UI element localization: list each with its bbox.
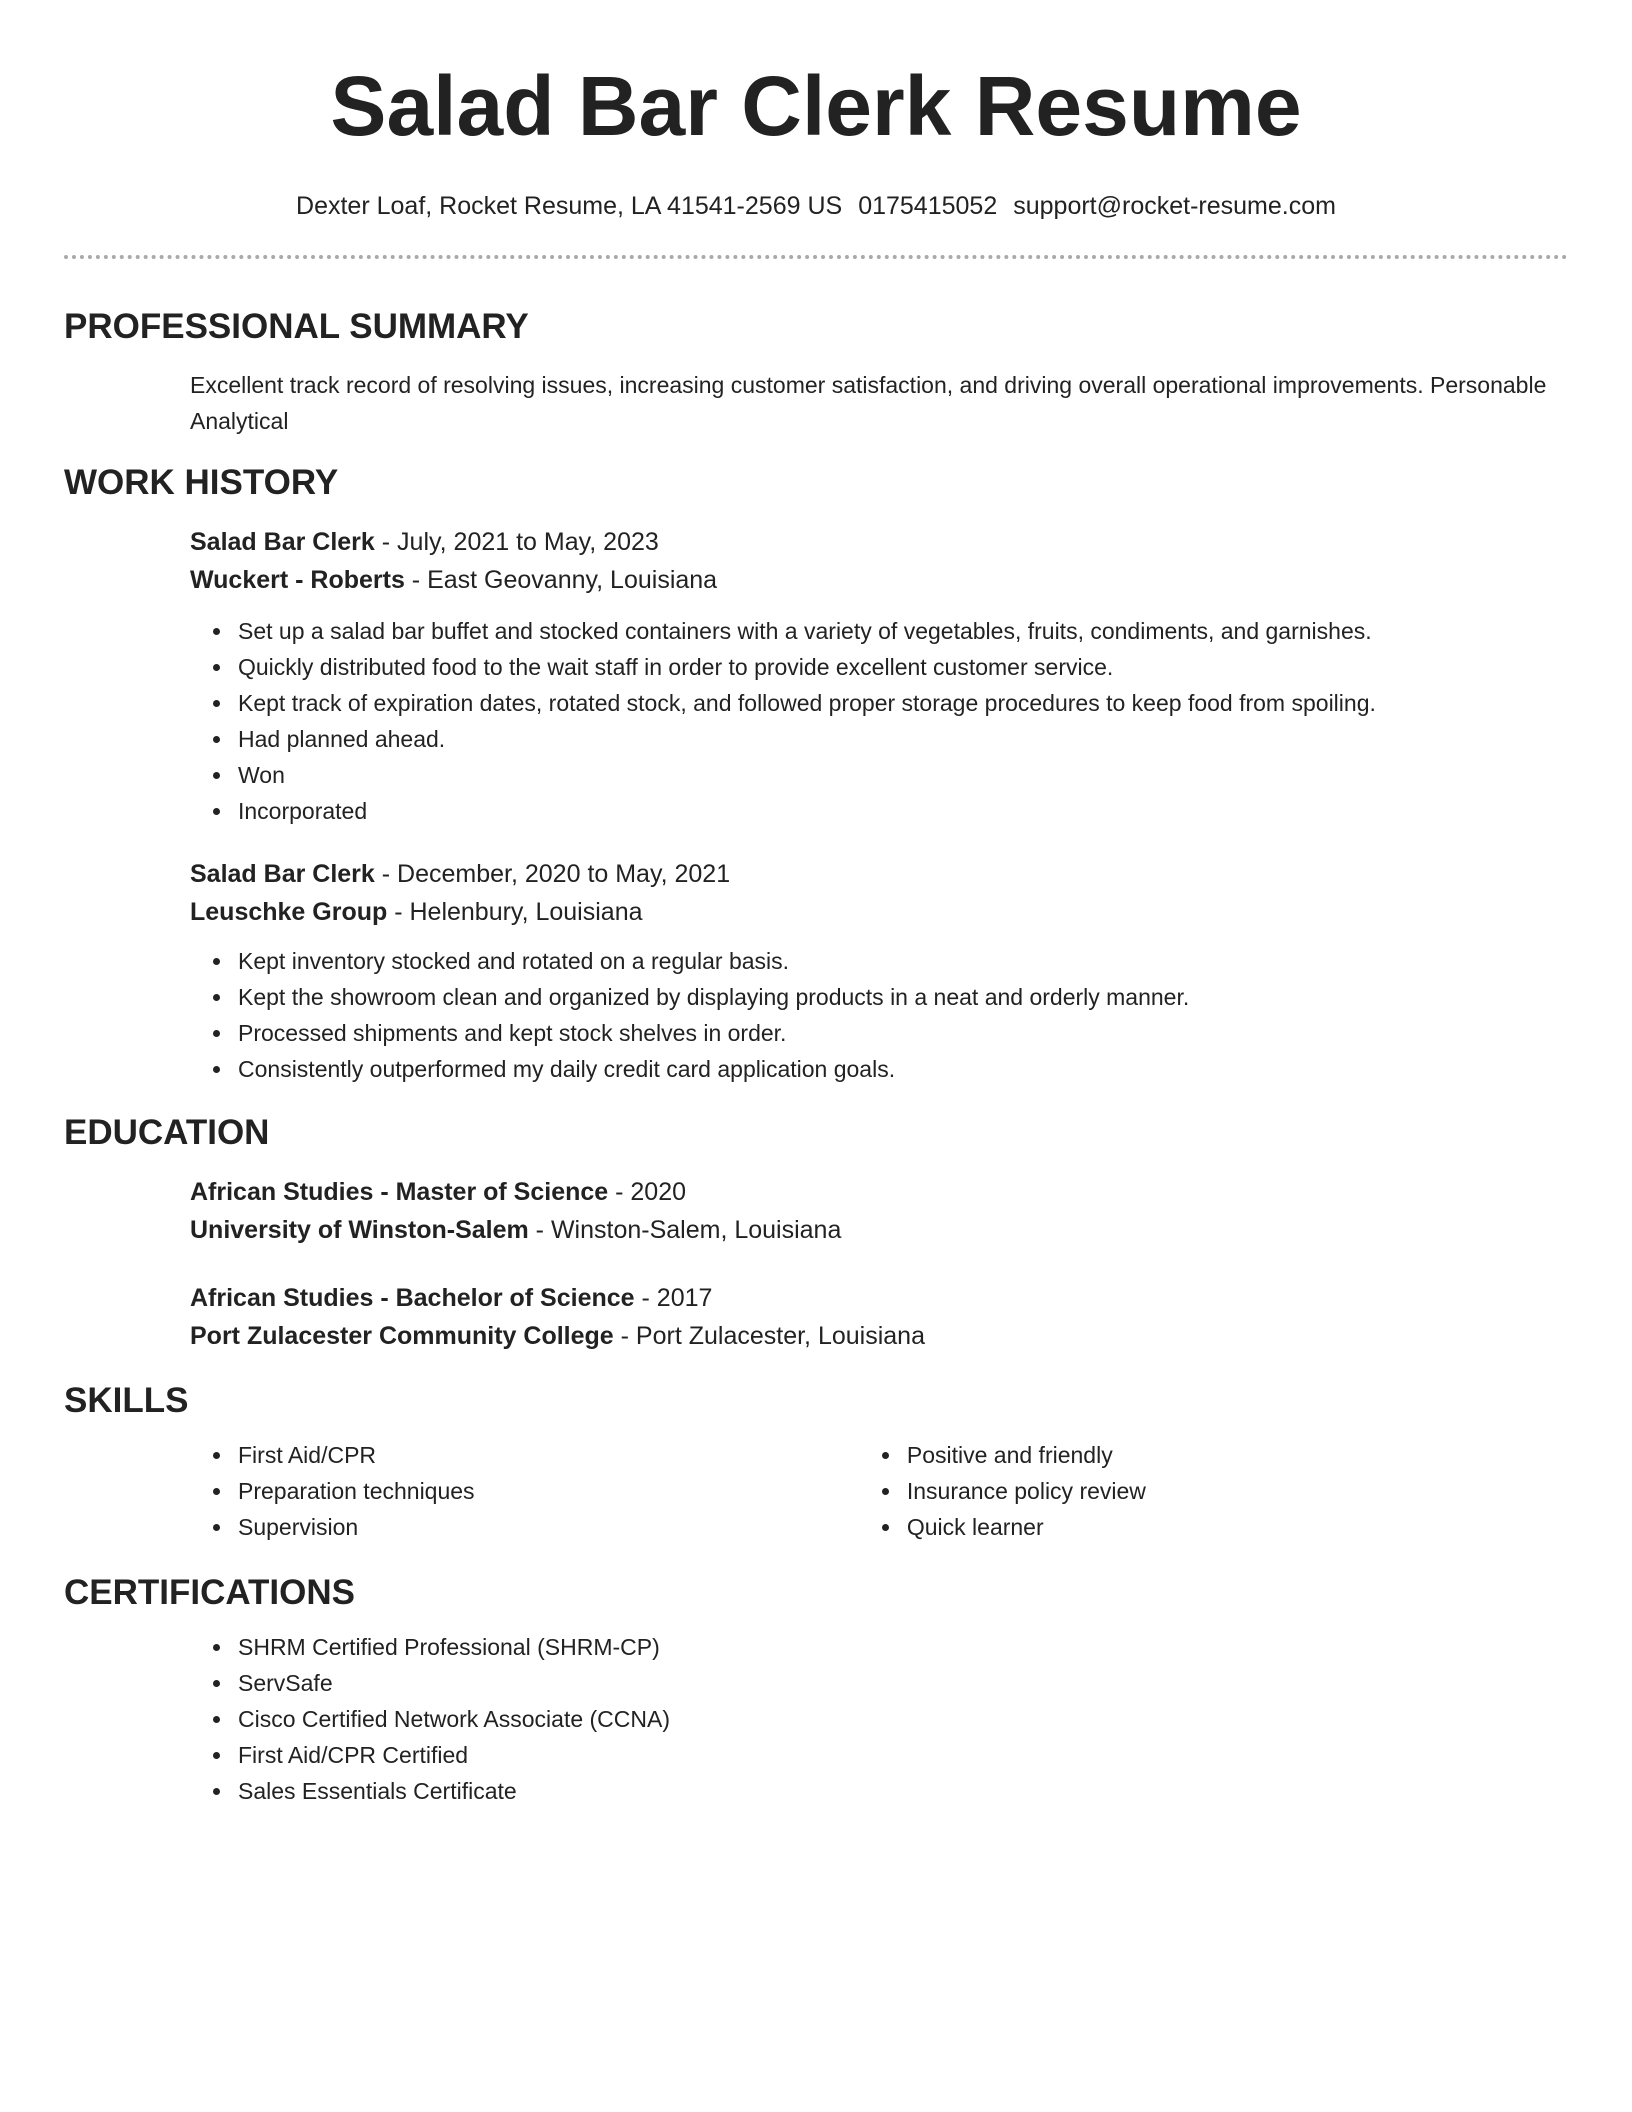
skills-column-1: [64, 1437, 733, 1545]
education-year: - 2020: [608, 1178, 687, 1206]
job-title: Salad Bar Clerk: [190, 860, 375, 888]
list-item: • Incorporated: [234, 793, 1568, 829]
job-dates: - December, 2020 to May, 2021: [374, 860, 731, 888]
education-degree-line: [190, 1173, 1568, 1211]
summary-heading: PROFESSIONAL SUMMARY: [64, 307, 529, 346]
job-location: - Helenbury, Louisiana: [387, 898, 643, 926]
list-item: • Won: [234, 757, 1568, 793]
job-company: Wuckert - Roberts: [190, 566, 405, 594]
list-item: • Cisco Certified Network Associate (CCNA): [234, 1701, 1568, 1737]
list-item: • First Aid/CPR: [234, 1437, 733, 1473]
list-item: • ServSafe: [234, 1665, 1568, 1701]
job-entry-1: [64, 523, 1568, 599]
education-entry-1: [64, 1173, 1568, 1249]
job-title: Salad Bar Clerk: [190, 528, 375, 556]
header-divider: [64, 255, 1568, 259]
work-history-heading: WORK HISTORY: [64, 463, 339, 502]
skills-heading: SKILLS: [64, 1381, 189, 1420]
skills-column-2: [733, 1437, 1568, 1545]
list-item: • Kept inventory stocked and rotated on a regular basis.: [234, 943, 1568, 979]
job-title-line: [190, 523, 1568, 561]
list-item: • First Aid/CPR Certified: [234, 1737, 1568, 1773]
list-item: • Processed shipments and kept stock shelves in order.: [234, 1015, 1568, 1051]
job-dates: - July, 2021 to May, 2023: [374, 528, 659, 556]
list-item: • Kept track of expiration dates, rotated stock, and followed proper storage procedures to keep food from spoiling.: [234, 685, 1568, 721]
job-title-line: [190, 855, 1568, 893]
education-location: - Port Zulacester, Louisiana: [613, 1322, 925, 1350]
job-location: - East Geovanny, Louisiana: [404, 566, 718, 594]
education-entry-2: [64, 1279, 1568, 1355]
list-item: • Positive and friendly: [903, 1437, 1568, 1473]
job-company-line: [190, 561, 1568, 599]
contact-email: support@rocket-resume.com: [1013, 192, 1336, 220]
education-degree: African Studies - Master of Science: [190, 1178, 609, 1206]
list-item: • Insurance policy review: [903, 1473, 1568, 1509]
contact-address: Dexter Loaf, Rocket Resume, LA 41541-2569 US: [296, 192, 843, 220]
job-1-bullets: [64, 613, 1568, 829]
list-item: • Kept the showroom clean and organized by displaying products in a neat and orderly manner.: [234, 979, 1568, 1015]
job-entry-2: [64, 855, 1568, 931]
certifications-list: [64, 1629, 1568, 1809]
job-company: Leuschke Group: [190, 898, 388, 926]
education-degree: African Studies - Bachelor of Science: [190, 1284, 635, 1312]
education-school-line: [190, 1211, 1568, 1249]
job-2-bullets: [64, 943, 1568, 1087]
skills-grid: [64, 1437, 1568, 1545]
list-item: • Consistently outperformed my daily credit card application goals.: [234, 1051, 1568, 1087]
education-school-line: [190, 1317, 1568, 1355]
list-item: • Had planned ahead.: [234, 721, 1568, 757]
education-school: Port Zulacester Community College: [190, 1322, 614, 1350]
contact-phone: 0175415052: [858, 192, 998, 220]
resume-title: Salad Bar Clerk Resume: [330, 59, 1302, 153]
contact-line: [64, 190, 1568, 222]
education-heading: EDUCATION: [64, 1113, 270, 1152]
list-item: • SHRM Certified Professional (SHRM-CP): [234, 1629, 1568, 1665]
list-item: • Preparation techniques: [234, 1473, 733, 1509]
summary-text: Excellent track record of resolving issues, increasing customer satisfaction, and driving overall operational improvements. Personable Analytical: [190, 372, 1547, 434]
list-item: • Supervision: [234, 1509, 733, 1545]
education-school: University of Winston-Salem: [190, 1216, 529, 1244]
education-location: - Winston-Salem, Louisiana: [528, 1216, 842, 1244]
job-company-line: [190, 893, 1568, 931]
list-item: • Quick learner: [903, 1509, 1568, 1545]
list-item: • Quickly distributed food to the wait staff in order to provide excellent customer service.: [234, 649, 1568, 685]
list-item: • Sales Essentials Certificate: [234, 1773, 1568, 1809]
certifications-heading: CERTIFICATIONS: [64, 1573, 356, 1612]
education-year: - 2017: [634, 1284, 713, 1312]
education-degree-line: [190, 1279, 1568, 1317]
list-item: • Set up a salad bar buffet and stocked containers with a variety of vegetables, fruits, condiments, and garnishes.: [234, 613, 1568, 649]
